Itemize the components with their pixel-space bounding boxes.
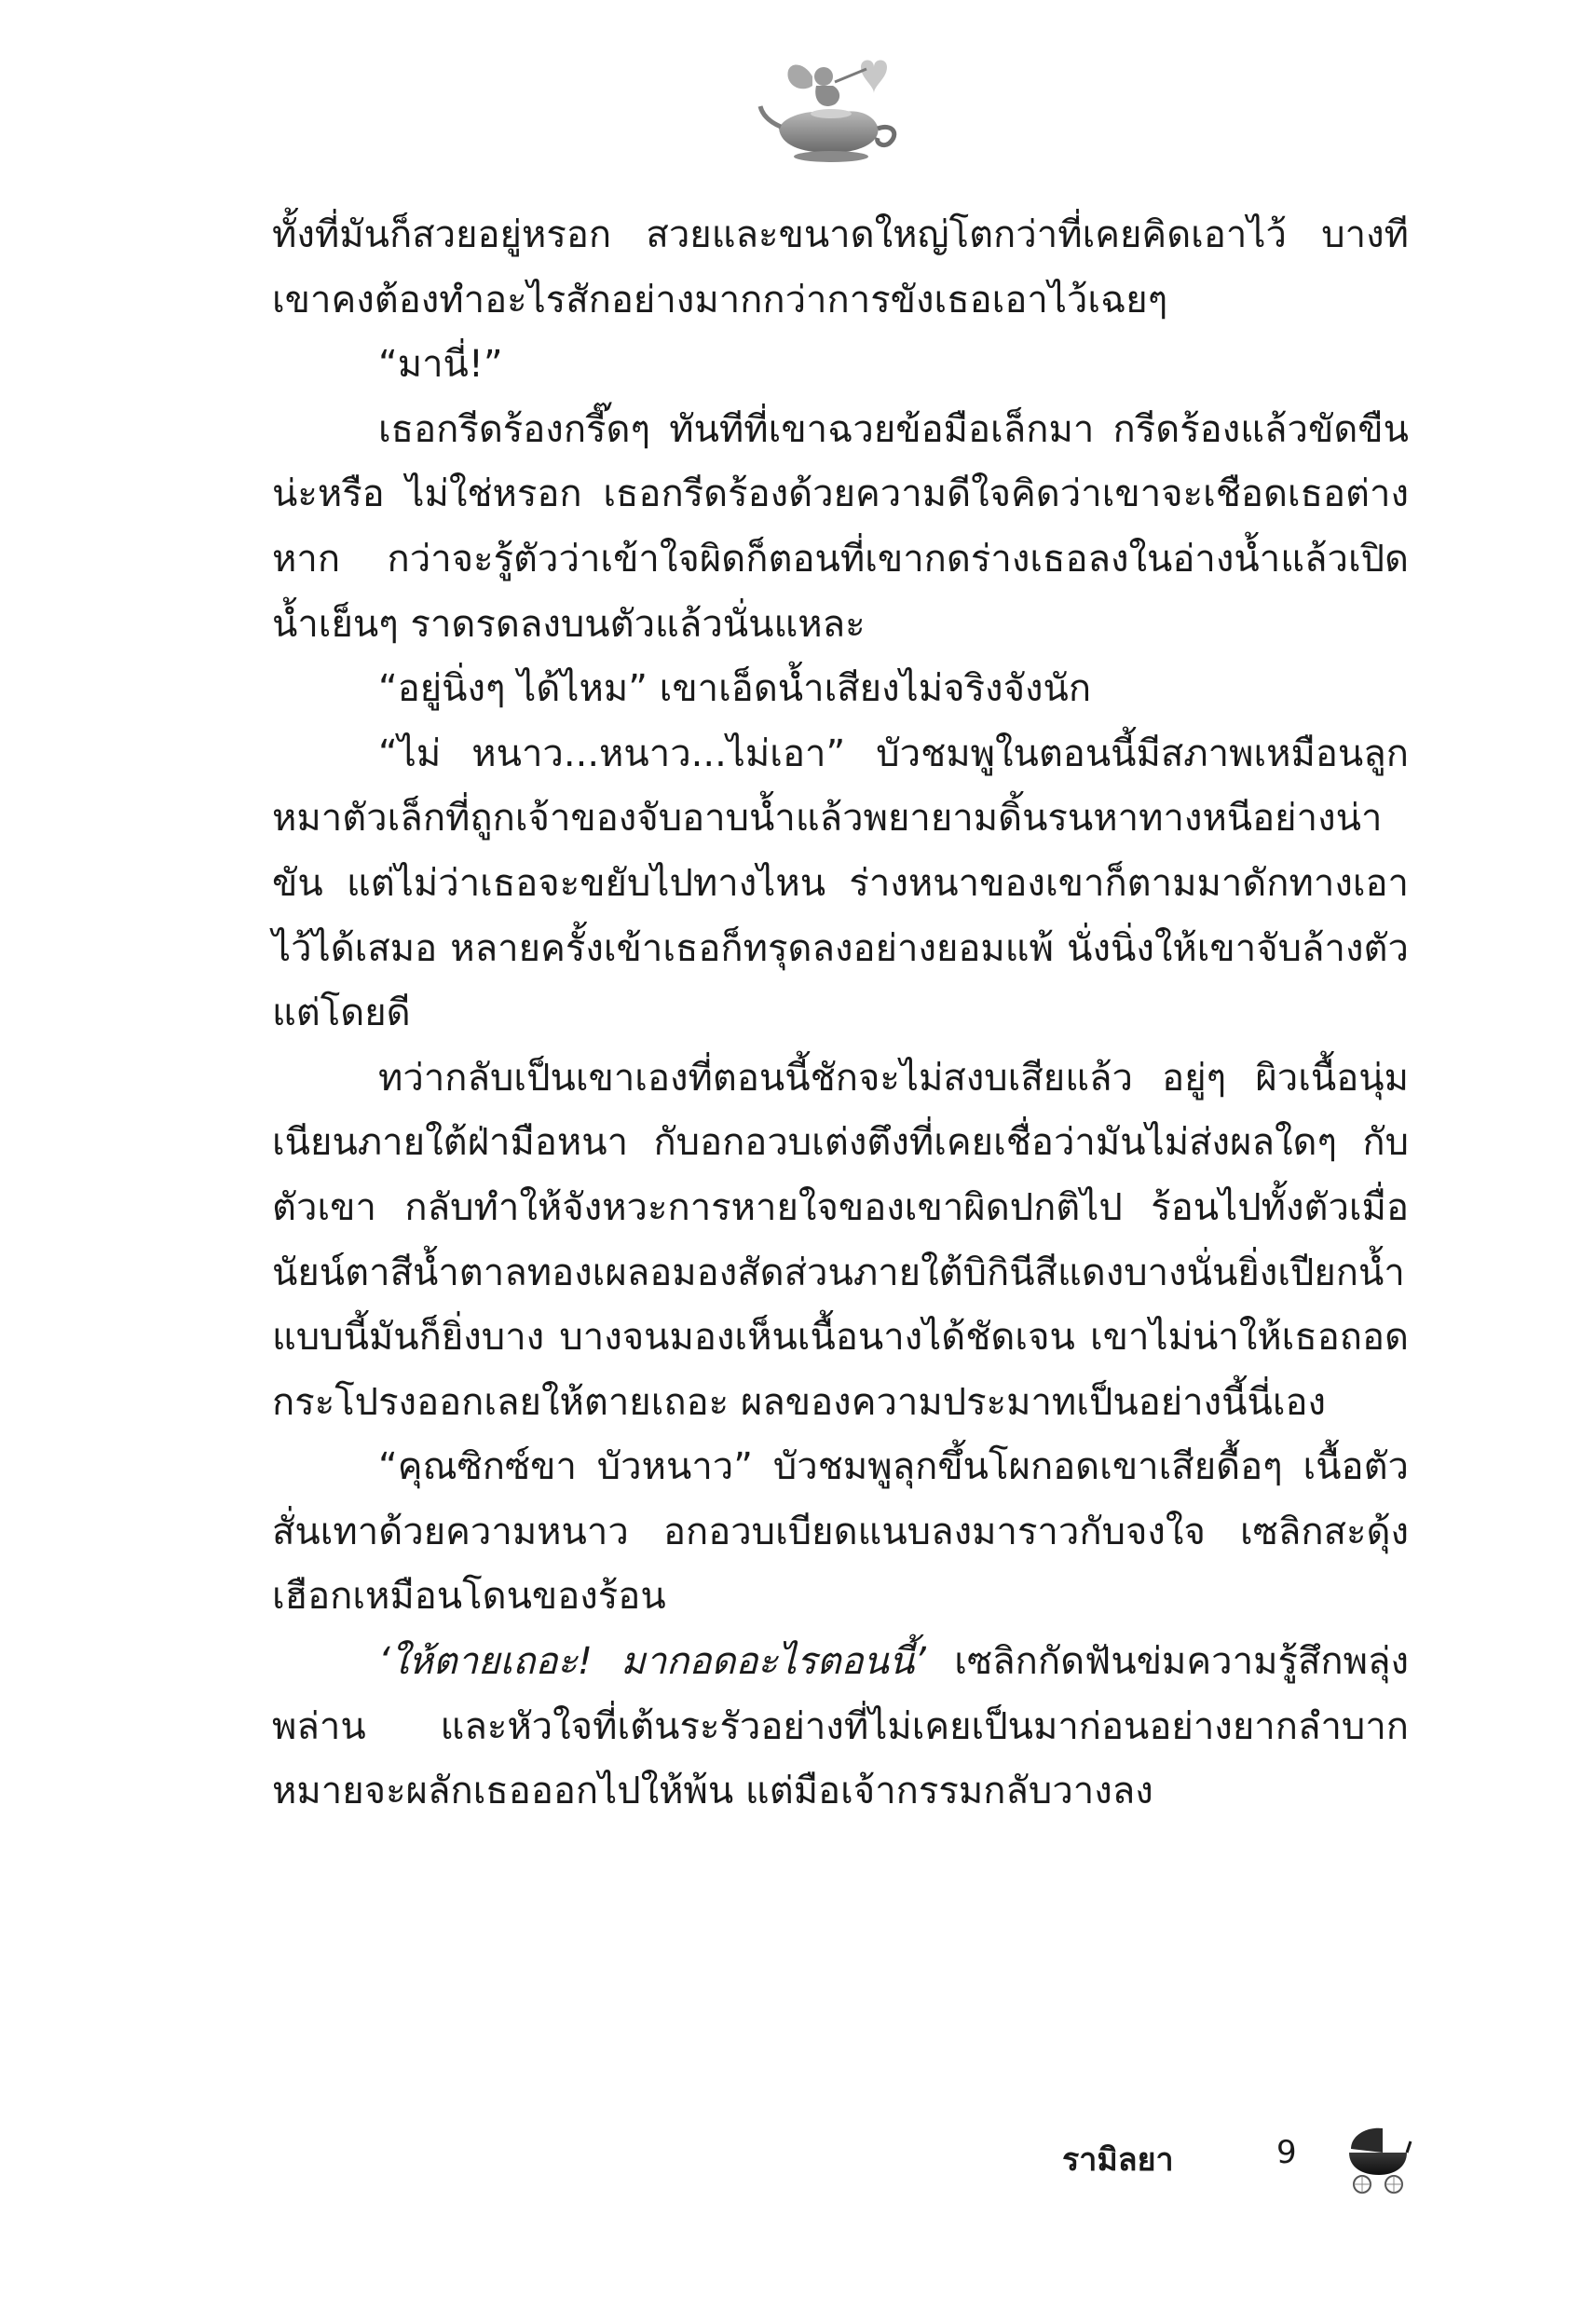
cupid-teapot-ornament-icon [757, 48, 906, 170]
paragraph-text: “ไม่ หนาว...หนาว...ไม่เอา” บัวชมพูในตอนนี้มีสภาพเหมือนลูกหมาตัวเล็กที่ถูกเจ้าของจับอาบน้ำแล้วพยายามดิ้นรนหาทางหนีอย่างน่าขัน แต่ไม่ว่าเธอจะขยับไปทางไหน ร่างหนาของเขาก็ตามมาดักทางเอาไว้ได้เสมอ หลายครั้งเข้าเธอก็ทรุดลงอย่างยอมแพ้ นั่งนิ่งให้เขาจับล้างตัวแต่โดยดี [272, 732, 1409, 1035]
paragraph-text: ทว่ากลับเป็นเขาเองที่ตอนนี้ชักจะไม่สงบเสียแล้ว อยู่ๆ ผิวเนื้อนุ่มเนียนภายใต้ฝ่ามือหนา กับอกอวบเต่งตึงที่เคยเชื่อว่ามันไม่ส่งผลใดๆ กับตัวเขา กลับทำให้จังหวะการหายใจของเขาผิดปกติไป ร้อนไปทั้งตัวเมื่อนัยน์ตาสีน้ำตาลทองเผลอมองสัดส่วนภายใต้บิกินีสีแดงบางนั่นยิ่งเปียกน้ำแบบนี้มันก็ยิ่งบาง บางจนมองเห็นเนื้อนางได้ชัดเจน เขาไม่น่าให้เธอถอดกระโปรงออกเลยให้ตายเถอะ ผลของความประมาทเป็นอย่างนี้นี่เอง [272, 1056, 1409, 1424]
paragraph-text: ทั้งที่มันก็สวยอยู่หรอก สวยและขนาดใหญ่โตกว่าที่เคยคิดเอาไว้ บางทีเขาคงต้องทำอะไรสักอย่างมากกว่าการขังเธอเอาไว้เฉยๆ [272, 213, 1409, 321]
paragraph [272, 333, 1409, 398]
paragraph-text: เซลิกกัดฟันข่มความรู้สึกพลุ่งพล่าน และหัวใจที่เต้นระรัวอย่างที่ไม่เคยเป็นมาก่อนอย่างยากลำบาก หมายจะผลักเธอออกไปให้พ้น แต่มือเจ้ากรรมกลับวางลง [272, 1640, 1409, 1813]
paragraph-text: “คุณซิกซ์ขา บัวหนาว” บัวชมพูลุกขึ้นโผกอดเขาเสียดื้อๆ เนื้อตัวสั่นเทาด้วยความหนาว อกอวบเบียดแนบลงมาราวกับจงใจ เซลิกสะดุ้งเฮือกเหมือนโดนของร้อน [272, 1445, 1409, 1619]
page-footer [1062, 2123, 1435, 2197]
footer-book-title: รามิลยา [1062, 2141, 1174, 2179]
paragraph-text: “มานี่!” [378, 343, 503, 387]
paragraph [272, 1630, 1409, 1825]
body-text [272, 203, 1409, 1825]
paragraph-text: ‘ให้ตายเถอะ! มากอดอะไรตอนนี้’ [378, 1640, 926, 1684]
paragraph [272, 398, 1409, 657]
paragraph [272, 203, 1409, 333]
paragraph [272, 1435, 1409, 1630]
page-number: 9 [1276, 2134, 1297, 2171]
paragraph [272, 657, 1409, 722]
paragraph [272, 1046, 1409, 1436]
paragraph-text: “อยู่นิ่งๆ ได้ไหม” เขาเอ็ดน้ำเสียงไม่จริงจังนัก [378, 667, 1092, 711]
baby-carriage-icon [1345, 2123, 1412, 2195]
paragraph-text: เธอกรีดร้องกรี๊ดๆ ทันทีที่เขาฉวยข้อมือเล็กมา กรีดร้องแล้วขัดขืนน่ะหรือ ไม่ใช่หรอก เธอกรีดร้องด้วยความดีใจคิดว่าเขาจะเชือดเธอต่างหาก กว่าจะรู้ตัวว่าเข้าใจผิดก็ตอนที่เขากดร่างเธอลงในอ่างน้ำแล้วเปิดน้ำเย็นๆ ราดรดลงบนตัวแล้วนั่นแหละ [272, 407, 1409, 646]
paragraph [272, 722, 1409, 1046]
